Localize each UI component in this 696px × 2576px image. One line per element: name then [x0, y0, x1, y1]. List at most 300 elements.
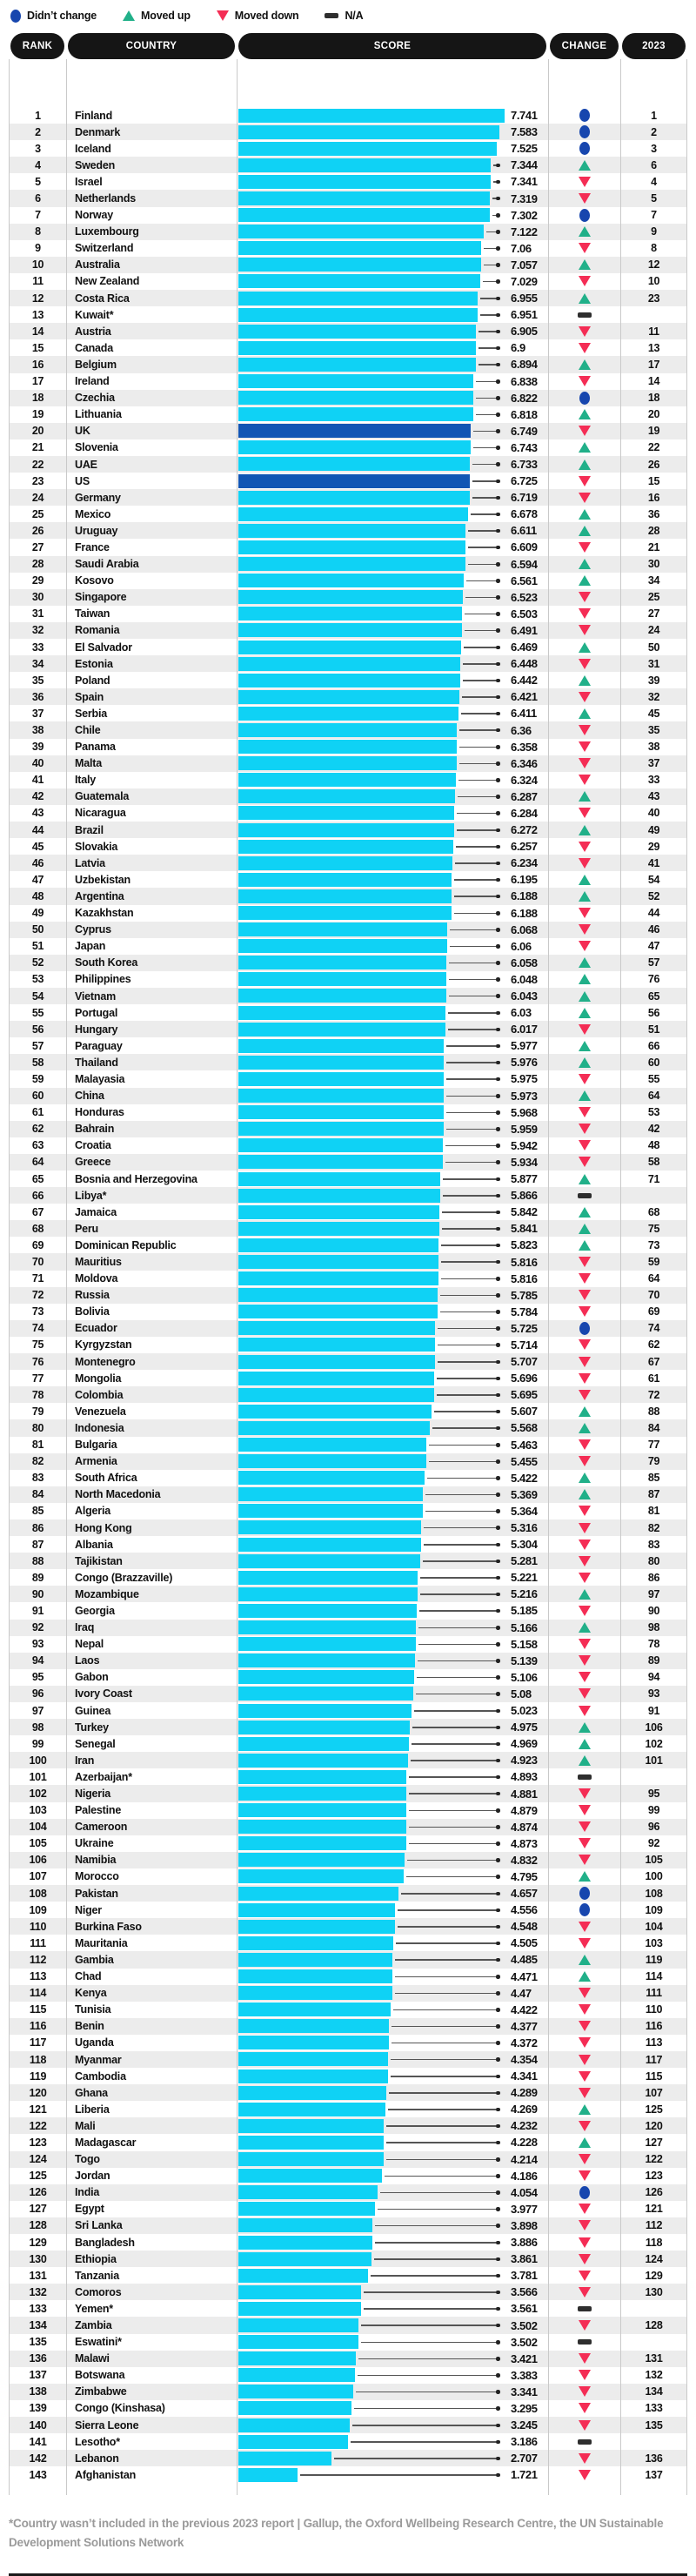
country-cell: Taiwan [66, 606, 237, 622]
score-value: 5.934 [511, 1155, 538, 1169]
leader-dot [496, 612, 500, 616]
leader-line [391, 2059, 496, 2061]
leader-line [437, 1394, 496, 1396]
country-cell: Hong Kong [66, 1519, 237, 1536]
prev-rank-cell: 28 [620, 522, 687, 539]
change-cell [548, 1037, 620, 1054]
change-cell [548, 1885, 620, 1902]
moved-up-icon [579, 2137, 591, 2148]
score-bar [238, 1205, 439, 1219]
change-cell [548, 2433, 620, 2450]
moved-down-icon [579, 908, 591, 918]
score-value: 6.017 [511, 1023, 538, 1036]
score-cell [237, 2334, 548, 2351]
change-cell [548, 1569, 620, 1586]
header-gap [9, 59, 687, 107]
leader-dot [496, 313, 500, 318]
score-value: 3.186 [511, 2435, 538, 2449]
leader-line [411, 1760, 496, 1761]
leader-line [391, 2076, 496, 2077]
table-row [9, 1370, 687, 1386]
table-row [9, 1785, 687, 1801]
prev-rank-cell: 104 [620, 1918, 687, 1935]
score-cell [237, 2184, 548, 2201]
score-cell [237, 721, 548, 738]
score-bar [238, 2019, 389, 2033]
moved-down-icon [579, 2386, 591, 2397]
score-cell [237, 2168, 548, 2184]
leader-line [461, 713, 496, 714]
leader-line [472, 464, 496, 466]
rank-cell: 77 [9, 1370, 66, 1386]
didnt-change-icon [579, 125, 590, 138]
leader-line [468, 530, 496, 532]
table-row [9, 140, 687, 157]
rank-cell: 98 [9, 1719, 66, 1735]
leader-dot [496, 1244, 500, 1248]
leader-dot [496, 1543, 500, 1547]
leader-line [395, 1959, 496, 1961]
score-cell [237, 290, 548, 306]
rank-cell: 138 [9, 2384, 66, 2400]
score-cell [237, 1702, 548, 1719]
leader-dot [496, 1077, 500, 1082]
table-row [9, 1304, 687, 1320]
moved-down-icon [579, 592, 591, 602]
score-value: 6.058 [511, 956, 538, 969]
leader-dot [496, 1377, 500, 1381]
rank-cell: 134 [9, 2317, 66, 2333]
score-cell [237, 1453, 548, 1470]
score-bar [238, 258, 481, 272]
score-cell [237, 1536, 548, 1553]
rank-cell: 57 [9, 1037, 66, 1054]
leader-line [462, 696, 496, 698]
bottom-rule [9, 2573, 687, 2576]
didnt-change-icon [579, 2186, 590, 2199]
rank-cell: 85 [9, 1503, 66, 1519]
country-cell: Slovenia [66, 439, 237, 456]
leader-line [358, 2375, 496, 2377]
leader-dot [496, 845, 500, 849]
table-row [9, 922, 687, 938]
table-row [9, 339, 687, 356]
score-value: 6.442 [511, 674, 538, 688]
table-row [9, 1902, 687, 1918]
rank-cell: 62 [9, 1121, 66, 1137]
change-cell [548, 838, 620, 855]
table-row [9, 672, 687, 688]
score-value: 6.195 [511, 873, 538, 887]
score-value: 6.818 [511, 407, 538, 421]
rank-cell: 11 [9, 273, 66, 290]
table-row [9, 2450, 687, 2466]
rank-cell: 2 [9, 124, 66, 140]
score-bar [238, 1255, 438, 1269]
table-row [9, 838, 687, 855]
header-2023: 2023 [622, 33, 686, 59]
change-cell [548, 2084, 620, 2101]
score-cell [237, 2267, 548, 2284]
moved-down-icon [579, 343, 591, 353]
moved-down-icon [579, 2320, 591, 2331]
rank-cell: 35 [9, 672, 66, 688]
score-value: 6.358 [511, 740, 538, 754]
score-value: 5.841 [511, 1222, 538, 1236]
score-bar [238, 2401, 351, 2415]
moved-down-icon [579, 276, 591, 286]
score-value: 5.166 [511, 1620, 538, 1634]
country-cell: Georgia [66, 1602, 237, 1619]
leader-line [446, 1078, 496, 1080]
leader-line [385, 2176, 496, 2177]
rank-cell: 48 [9, 888, 66, 904]
score-value: 4.832 [511, 1853, 538, 1867]
rank-cell: 63 [9, 1137, 66, 1154]
didnt-change-icon [10, 10, 21, 23]
table-row [9, 1104, 687, 1121]
score-bar [238, 1172, 440, 1186]
prev-rank-cell: 31 [620, 655, 687, 672]
change-cell [548, 107, 620, 124]
country-cell: Togo [66, 2151, 237, 2168]
score-value: 6.043 [511, 989, 538, 1003]
country-cell: Romania [66, 622, 237, 639]
leader-line [420, 1577, 496, 1579]
moved-up-icon [579, 160, 591, 171]
rank-cell: 72 [9, 1287, 66, 1304]
rank-cell: 142 [9, 2450, 66, 2466]
table-row [9, 955, 687, 971]
score-cell [237, 522, 548, 539]
score-bar [238, 657, 460, 671]
leader-line [300, 2474, 496, 2476]
leader-line [465, 614, 496, 615]
country-cell: Mali [66, 2117, 237, 2134]
prev-rank-cell: 1 [620, 107, 687, 124]
rank-cell: 131 [9, 2267, 66, 2284]
score-cell [237, 739, 548, 755]
country-cell: South Africa [66, 1470, 237, 1486]
leader-dot [496, 944, 500, 949]
score-cell [237, 838, 548, 855]
moved-down-icon [579, 2088, 591, 2098]
leader-dot [496, 2091, 500, 2096]
country-cell: Paraguay [66, 1037, 237, 1054]
score-value: 3.341 [511, 2385, 538, 2398]
leader-line [446, 1112, 496, 1114]
prev-rank-cell [620, 2334, 687, 2351]
table-row [9, 1918, 687, 1935]
prev-rank-cell: 130 [620, 2284, 687, 2300]
score-cell [237, 1785, 548, 1801]
prev-rank-cell: 54 [620, 871, 687, 888]
score-bar [238, 1372, 434, 1385]
country-cell: Malawi [66, 2351, 237, 2367]
change-cell [548, 2284, 620, 2300]
rank-cell: 22 [9, 456, 66, 473]
table-row [9, 2433, 687, 2450]
moved-up-icon [579, 825, 591, 835]
rank-cell: 90 [9, 1586, 66, 1602]
leader-dot [496, 961, 500, 965]
moved-up-icon [579, 1489, 591, 1499]
table-row [9, 855, 687, 871]
score-cell [237, 1636, 548, 1653]
score-cell [237, 2433, 548, 2450]
rank-cell: 139 [9, 2400, 66, 2417]
score-bar [238, 2052, 388, 2066]
score-value: 4.289 [511, 2086, 538, 2100]
table-row [9, 2002, 687, 2018]
moved-down-icon [579, 1838, 591, 1848]
prev-rank-cell: 114 [620, 1969, 687, 1985]
leader-line [351, 2441, 496, 2443]
score-bar [238, 989, 446, 1003]
moved-down-icon [579, 2420, 591, 2431]
leader-dot [496, 246, 500, 251]
score-value: 5.725 [511, 1321, 538, 1335]
table-row [9, 1137, 687, 1154]
country-cell: Russia [66, 1287, 237, 1304]
prev-rank-cell: 21 [620, 539, 687, 555]
leader-dot [496, 2124, 500, 2129]
moved-down-icon [579, 1339, 591, 1350]
rank-cell: 51 [9, 938, 66, 955]
rank-cell: 65 [9, 1171, 66, 1187]
table-row [9, 2084, 687, 2101]
leader-line [375, 2225, 496, 2227]
rank-cell: 133 [9, 2300, 66, 2317]
prev-rank-cell: 91 [620, 1702, 687, 1719]
score-value: 5.281 [511, 1554, 538, 1568]
table-row [9, 1719, 687, 1735]
score-bar [238, 740, 457, 754]
table-row [9, 373, 687, 390]
leader-line [446, 1096, 496, 1097]
leader-dot [496, 2307, 500, 2311]
score-bar [238, 723, 457, 737]
score-cell [237, 2134, 548, 2150]
change-cell [548, 1935, 620, 1951]
prev-rank-cell: 15 [620, 473, 687, 489]
table-row [9, 2101, 687, 2117]
rank-cell: 118 [9, 2051, 66, 2068]
score-cell [237, 2084, 548, 2101]
table-row [9, 639, 687, 655]
change-cell [548, 2450, 620, 2466]
prev-rank-cell: 87 [620, 1486, 687, 1503]
score-cell [237, 655, 548, 672]
leader-dot [496, 2324, 500, 2328]
leader-line [458, 780, 496, 782]
score-cell [237, 1386, 548, 1403]
moved-down-icon [579, 1706, 591, 1716]
leader-line [406, 1876, 496, 1878]
leader-line [374, 2258, 496, 2260]
prev-rank-cell: 29 [620, 838, 687, 855]
leader-dot [496, 1692, 500, 1696]
prev-rank-cell: 24 [620, 622, 687, 639]
country-cell: Kenya [66, 1985, 237, 2002]
rank-cell: 115 [9, 2002, 66, 2018]
table-row [9, 772, 687, 788]
leader-line [441, 1278, 496, 1280]
score-value: 4.874 [511, 1820, 538, 1834]
leader-line [449, 963, 496, 964]
score-bar [238, 1039, 444, 1053]
score-cell [237, 573, 548, 589]
table-row [9, 1287, 687, 1304]
score-cell [237, 589, 548, 606]
leader-line [455, 862, 496, 864]
score-value: 5.696 [511, 1372, 538, 1385]
change-cell [548, 1503, 620, 1519]
score-bar [238, 840, 453, 854]
leader-dot [496, 546, 500, 550]
score-cell [237, 888, 548, 904]
leader-dot [496, 2357, 500, 2361]
moved-down-icon [579, 542, 591, 553]
prev-rank-cell: 53 [620, 1104, 687, 1121]
moved-down-icon [579, 741, 591, 752]
change-cell [548, 922, 620, 938]
source-note: *Country wasn’t included in the previous 2023 report | Gallup, the Oxford Wellbeing Research Centre, the UN Sustainable Development Solutions Network [9, 2517, 664, 2549]
score-value: 6.749 [511, 424, 538, 438]
rank-cell: 103 [9, 1802, 66, 1819]
score-cell [237, 556, 548, 573]
rank-cell: 112 [9, 1951, 66, 1968]
rank-cell: 99 [9, 1735, 66, 1752]
country-cell: South Korea [66, 955, 237, 971]
score-cell [237, 539, 548, 555]
leader-dot [496, 1326, 500, 1331]
score-value: 5.455 [511, 1454, 538, 1468]
rank-cell: 17 [9, 373, 66, 390]
score-bar [238, 1072, 444, 1086]
score-value: 4.556 [511, 1903, 538, 1917]
score-bar [238, 1721, 410, 1734]
rank-cell: 114 [9, 1985, 66, 2002]
rank-cell: 82 [9, 1453, 66, 1470]
table-row [9, 1470, 687, 1486]
score-cell [237, 390, 548, 406]
rank-cell: 52 [9, 955, 66, 971]
change-cell [548, 1021, 620, 1037]
prev-rank-cell: 16 [620, 489, 687, 506]
leader-line [395, 1993, 496, 1995]
score-value: 3.295 [511, 2401, 538, 2415]
moved-up-icon [579, 1174, 591, 1184]
table-row [9, 1353, 687, 1370]
change-cell [548, 2251, 620, 2267]
moved-up-icon [579, 675, 591, 686]
leader-line [398, 1926, 496, 1928]
change-cell [548, 1586, 620, 1602]
rank-cell: 127 [9, 2201, 66, 2217]
score-bar [238, 440, 471, 454]
score-bar [238, 1903, 395, 1917]
prev-rank-cell: 35 [620, 721, 687, 738]
score-bar [238, 1355, 435, 1369]
country-cell: Ecuador [66, 1320, 237, 1337]
rank-cell: 88 [9, 1553, 66, 1569]
country-cell: US [66, 473, 237, 489]
leader-line [356, 2392, 496, 2393]
prev-rank-cell: 110 [620, 2002, 687, 2018]
rank-cell: 125 [9, 2168, 66, 2184]
moved-up-icon [579, 2104, 591, 2115]
prev-rank-cell: 95 [620, 1785, 687, 1801]
moved-down-icon [579, 758, 591, 768]
leader-line [458, 796, 496, 798]
leader-line [484, 248, 496, 250]
score-cell [237, 871, 548, 888]
prev-rank-cell: 36 [620, 506, 687, 522]
leader-dot [496, 446, 500, 450]
score-cell [237, 224, 548, 240]
score-cell [237, 1104, 548, 1121]
table-row [9, 1419, 687, 1436]
leader-line [398, 1909, 496, 1911]
score-cell [237, 257, 548, 273]
score-cell [237, 2151, 548, 2168]
moved-down-icon [579, 1556, 591, 1566]
score-bar [238, 191, 490, 205]
score-cell [237, 1320, 548, 1337]
change-cell [548, 589, 620, 606]
change-cell [548, 2168, 620, 2184]
prev-rank-cell: 112 [620, 2217, 687, 2234]
leader-line [454, 913, 496, 915]
score-value: 6.188 [511, 906, 538, 920]
score-bar [238, 1155, 443, 1169]
prev-rank-cell: 60 [620, 1054, 687, 1070]
score-bar [238, 2119, 384, 2133]
score-value: 3.977 [511, 2202, 538, 2216]
score-bar [238, 358, 476, 372]
rank-cell: 96 [9, 1686, 66, 1702]
moved-down-icon [579, 326, 591, 337]
score-value: 6.561 [511, 574, 538, 587]
leader-dot [496, 795, 500, 799]
change-cell [548, 2334, 620, 2351]
rank-cell: 40 [9, 755, 66, 772]
score-value: 6.188 [511, 889, 538, 903]
table-row [9, 1171, 687, 1187]
table-row [9, 306, 687, 323]
score-bar [238, 325, 476, 339]
country-cell: Malta [66, 755, 237, 772]
score-cell [237, 1686, 548, 1702]
moved-down-icon [579, 1688, 591, 1699]
score-value: 5.463 [511, 1438, 538, 1452]
score-value: 6.503 [511, 607, 538, 621]
change-cell [548, 1437, 620, 1453]
prev-rank-cell: 111 [620, 1985, 687, 2002]
table-row [9, 1768, 687, 1785]
table-row [9, 871, 687, 888]
rank-cell: 49 [9, 905, 66, 922]
change-cell [548, 1868, 620, 1885]
leader-line [459, 747, 496, 748]
leader-line [463, 663, 496, 665]
score-value: 6.068 [511, 922, 538, 936]
score-cell [237, 822, 548, 838]
table-row [9, 1220, 687, 1237]
moved-up-icon [579, 1008, 591, 1018]
score-value: 6.594 [511, 557, 538, 571]
